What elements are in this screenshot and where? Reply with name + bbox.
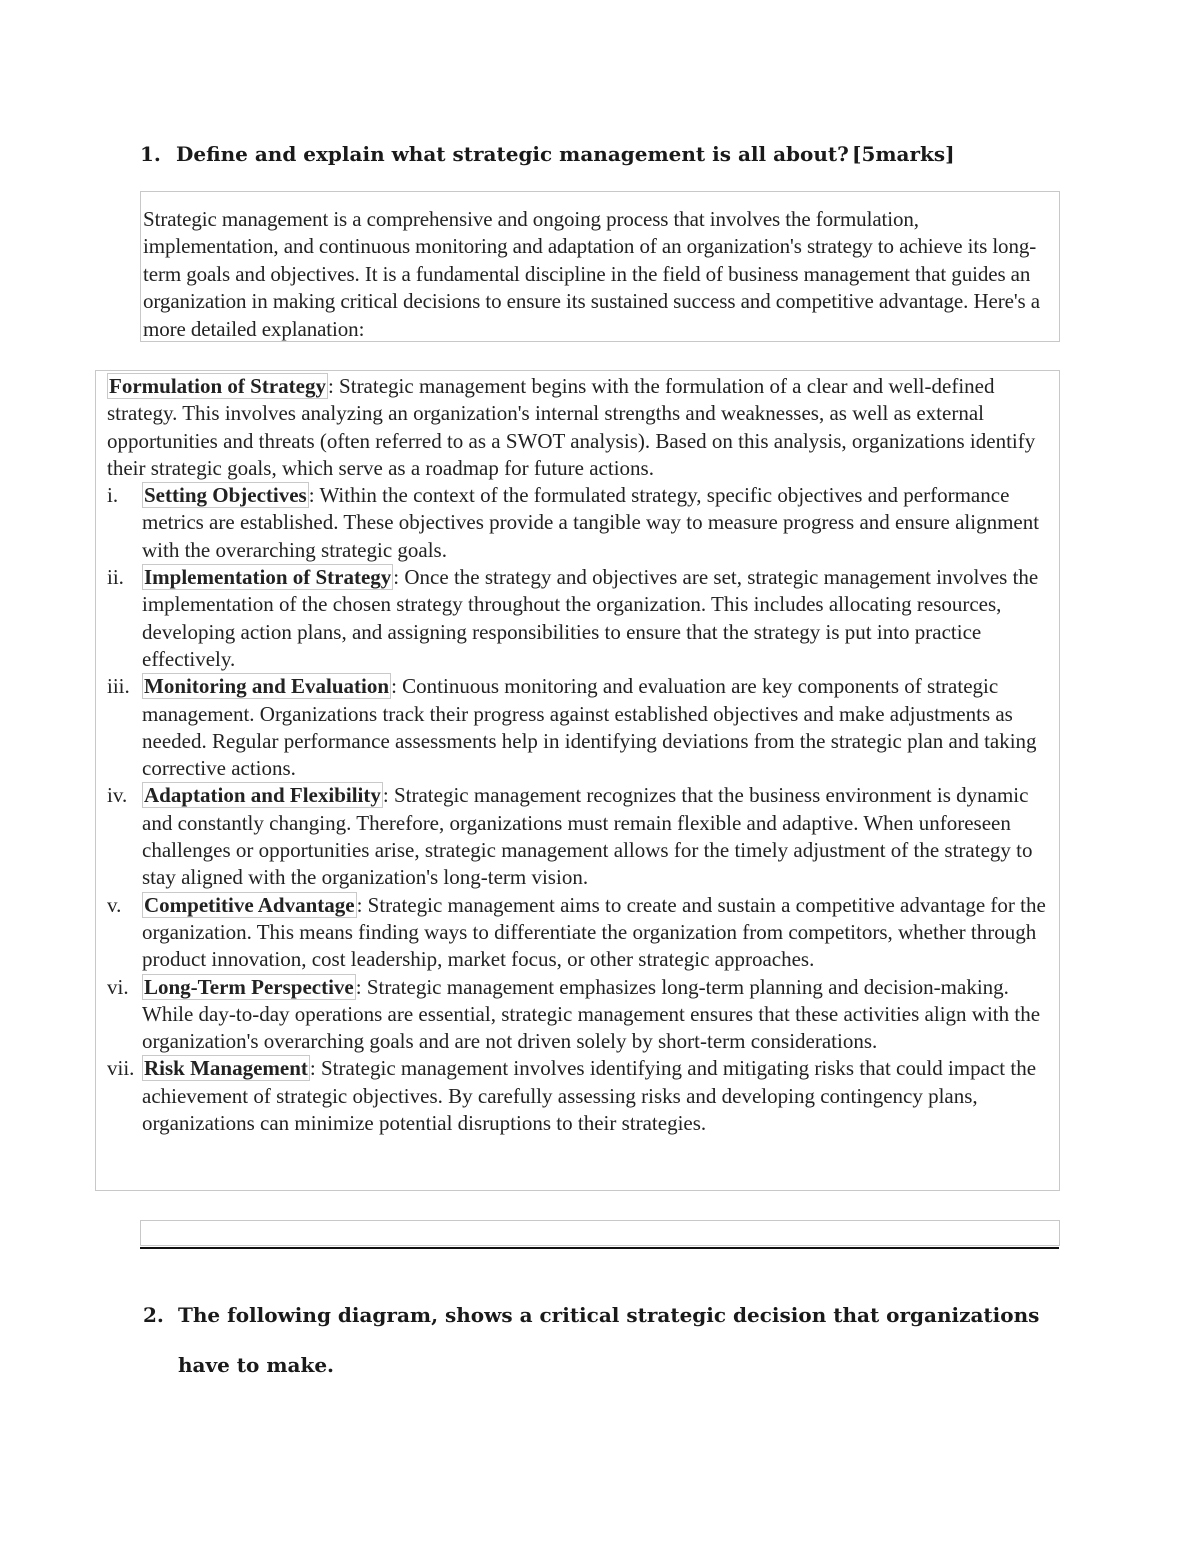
intro-text-box[interactable]: [140, 191, 1060, 342]
question-1-marks: [5marks]: [852, 142, 955, 166]
list-numeral: iii.: [107, 674, 130, 699]
formulation-paragraph: [107, 373, 1059, 482]
list-numeral: v.: [107, 892, 122, 917]
list-item-term: Monitoring and Evaluation: [144, 674, 390, 699]
list-item-term: Adaptation and Flexibility: [144, 783, 381, 808]
list-item-text: : Strategic management involves identifying and mitigating risks that could impact the achievement of strategic objectives. By carefully assessing risks and developing contingency plans, organizations can minimize potential disruptions to their strategies.: [142, 1056, 1037, 1136]
list-item-text: : Within the context of the formulated strategy, specific objectives and performance metrics are established. These objectives provide a tangible way to measure progress and ensure alignment with the overarching strategic goals.: [142, 483, 1040, 562]
list-item: [107, 892, 1059, 974]
list-item-text: : Strategic management aims to create and sustain a competitive advantage for the organization. This means finding ways to differentiate the organization from competitors, whether through product innovation, cost leadership, market focus, or other strategic approaches.: [142, 892, 1046, 972]
formulation-term: Formulation of Strategy: [109, 374, 326, 398]
question-2-title: The following diagram, shows a critical strategic decision that organizations have to make.: [178, 1303, 1040, 1377]
list-item-text: : Continuous monitoring and evaluation are key components of strategic management. Organizations track their progress against established objectives and make adjustments as needed. Regular performance assessments help in identifying deviations from the strategic plan and taking corrective actions.: [142, 674, 1037, 781]
answer-text-box[interactable]: [95, 370, 1060, 1191]
list-item: [107, 1055, 1059, 1137]
list-item-term: Risk Management: [144, 1056, 308, 1081]
empty-text-box[interactable]: [140, 1220, 1060, 1246]
list-item-term: Implementation of Strategy: [144, 565, 392, 590]
list-numeral: iv.: [107, 783, 128, 808]
strategic-components-list: [107, 482, 1059, 1137]
list-item-term: Competitive Advantage: [144, 892, 355, 917]
list-item: [107, 482, 1059, 564]
list-numeral: ii.: [107, 565, 124, 590]
list-item-text: : Strategic management emphasizes long-term planning and decision-making. While day-to-day operations are essential, strategic management ensures that these activities align with the organization's overarching goals and are not driven solely by short-term considerations.: [142, 974, 1041, 1054]
list-numeral: vi.: [107, 974, 129, 999]
horizontal-rule: [140, 1247, 1059, 1249]
list-item: [107, 974, 1059, 1056]
list-item: [107, 673, 1059, 782]
list-item: [107, 564, 1059, 673]
question-1-number: 1.: [140, 142, 161, 166]
list-numeral: vii.: [107, 1056, 135, 1081]
list-item-text: : Once the strategy and objectives are set, strategic management involves the implementation of the chosen strategy throughout the organization. This includes allocating resources, developing action plans, and assigning responsibilities to ensure that the strategy is put into practice effectively.: [142, 565, 1039, 671]
list-item-term: Long-Term Perspective: [144, 974, 354, 999]
intro-paragraph: Strategic management is a comprehensive and ongoing process that involves the formulation, implementation, and continuous monitoring and adaptation of an organization's strategy to achieve its long-term goals and objectives. It is a fundamental discipline in the field of business management that guides an organization in making critical decisions to ensure its sustained success and competitive advantage. Here's a more detailed explanation:: [143, 207, 1040, 341]
list-item: [107, 782, 1059, 891]
question-2-heading: [143, 1290, 1063, 1390]
question-1-heading: [140, 142, 955, 166]
question-1-title: Define and explain what strategic management is all about?: [176, 142, 849, 166]
question-2-number: 2.: [143, 1303, 164, 1327]
formulation-text: : Strategic management begins with the formulation of a clear and well-defined strategy. This involves analyzing an organization's internal strengths and weaknesses, as well as external opportunities and threats (often referred to as a SWOT analysis). Based on this analysis, organizations identify their strategic goals, which serve as a roadmap for future actions.: [107, 374, 1036, 480]
list-item-text: : Strategic management recognizes that the business environment is dynamic and constantly changing. Therefore, organizations must remain flexible and adaptive. When unforeseen challenges or opportunities arise, strategic management allows for the timely adjustment of the strategy to stay aligned with the organization's long-term vision.: [142, 783, 1033, 890]
list-item-term: Setting Objectives: [144, 483, 307, 508]
list-numeral: i.: [107, 483, 119, 508]
